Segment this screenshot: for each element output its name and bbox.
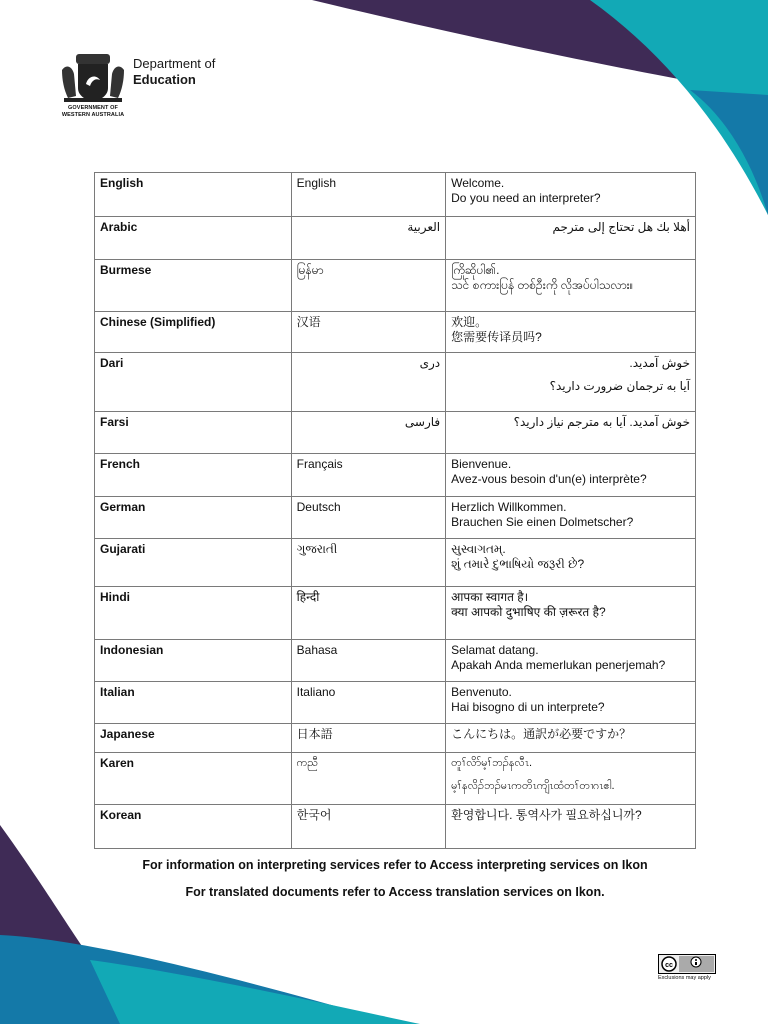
language-name: Karen bbox=[95, 753, 292, 805]
native-name: فارسی bbox=[291, 412, 446, 454]
native-name: Bahasa bbox=[291, 640, 446, 682]
native-name: Deutsch bbox=[291, 497, 446, 539]
table-row bbox=[95, 539, 696, 587]
table-row bbox=[95, 217, 696, 260]
language-name: French bbox=[95, 454, 292, 497]
phrase-cell bbox=[446, 312, 696, 353]
language-name: Indonesian bbox=[95, 640, 292, 682]
language-name: Italian bbox=[95, 682, 292, 724]
language-name: Farsi bbox=[95, 412, 292, 454]
table-row bbox=[95, 353, 696, 412]
table-row bbox=[95, 682, 696, 724]
phrase-cell bbox=[446, 173, 696, 217]
language-name: Japanese bbox=[95, 724, 292, 753]
gov-label-line1: GOVERNMENT OF bbox=[68, 105, 118, 111]
phrase-line1: တူၢ်လိာ်မ့ၢ်ဘၣ်နလီၤ. bbox=[451, 757, 533, 769]
phrase-cell bbox=[446, 539, 696, 587]
teal-swoosh-bottom bbox=[90, 960, 420, 1024]
language-table bbox=[94, 172, 696, 849]
language-name: Burmese bbox=[95, 260, 292, 312]
phrase-line1: Benvenuto. bbox=[451, 685, 512, 699]
translation-services-note: For translated documents refer to Access translation services on Ikon. bbox=[185, 885, 605, 899]
phrase-cell bbox=[446, 587, 696, 640]
table-row bbox=[95, 724, 696, 753]
table-row bbox=[95, 587, 696, 640]
table-row bbox=[95, 753, 696, 805]
phrase-line2: શું તમારે દુભાષિયો જરૂરી છે? bbox=[451, 557, 585, 571]
phrase-line1: خوش آمدید. آیا به مترجم نیاز دارید؟ bbox=[513, 415, 690, 429]
language-name: Korean bbox=[95, 805, 292, 849]
cc-by-icon bbox=[658, 954, 716, 974]
native-name: 汉语 bbox=[291, 312, 446, 353]
phrase-cell bbox=[446, 260, 696, 312]
native-name: 한국어 bbox=[291, 805, 446, 849]
phrase-line2: သင် စကားပြန် တစ်ဦးကို လိုအပ်ပါသလား။ bbox=[451, 278, 634, 292]
native-name: دری bbox=[291, 353, 446, 412]
phrase-line2: Apakah Anda memerlukan penerjemah? bbox=[451, 658, 666, 672]
table-row bbox=[95, 173, 696, 217]
svg-text:cc: cc bbox=[665, 962, 673, 969]
phrase-cell bbox=[446, 640, 696, 682]
phrase-line2: Do you need an interpreter? bbox=[451, 191, 601, 205]
native-name: မြန်မာ bbox=[291, 260, 446, 312]
phrase-line1: आपका स्वागत है। bbox=[451, 590, 529, 604]
interpreting-services-note: For information on interpreting services refer to Access interpreting services on Ikon bbox=[142, 858, 648, 872]
phrase-line2: Avez-vous besoin d'un(e) interprète? bbox=[451, 472, 647, 486]
phrase-line1: Herzlich Willkommen. bbox=[451, 500, 567, 514]
language-name: Gujarati bbox=[95, 539, 292, 587]
phrase-line2: Hai bisogno di un interprete? bbox=[451, 700, 605, 714]
language-name: German bbox=[95, 497, 292, 539]
phrase-cell bbox=[446, 497, 696, 539]
phrase-line2: أهلا بك هل تحتاج إلى مترجم bbox=[552, 220, 690, 234]
phrase-line1: خوش آمدید. bbox=[629, 356, 690, 370]
phrase-line2: Brauchen Sie einen Dolmetscher? bbox=[451, 515, 634, 529]
native-name: Français bbox=[291, 454, 446, 497]
native-name: English bbox=[291, 173, 446, 217]
phrase-cell bbox=[446, 217, 696, 260]
language-name: Dari bbox=[95, 353, 292, 412]
phrase-cell bbox=[446, 454, 696, 497]
native-name: ကညီ bbox=[291, 753, 446, 805]
table-row bbox=[95, 260, 696, 312]
phrase-line1: Selamat datang. bbox=[451, 643, 539, 657]
table-row bbox=[95, 454, 696, 497]
native-name: ગુજરાતી bbox=[291, 539, 446, 587]
table-row bbox=[95, 497, 696, 539]
table-row bbox=[95, 640, 696, 682]
gov-label-line2: WESTERN AUSTRALIA bbox=[61, 112, 125, 118]
native-name: Italiano bbox=[291, 682, 446, 724]
cc-exclusions-note: Exclusions may apply bbox=[658, 975, 711, 981]
language-name: English bbox=[95, 173, 292, 217]
native-name: العربية bbox=[291, 217, 446, 260]
language-name: Arabic bbox=[95, 217, 292, 260]
phrase-line1: ကြိုဆိုပါ၏. bbox=[451, 263, 500, 277]
phrase-cell bbox=[446, 682, 696, 724]
table-row bbox=[95, 805, 696, 849]
phrase-line1: Bienvenue. bbox=[451, 457, 512, 471]
phrase-cell bbox=[446, 724, 696, 753]
dept-title-line1: Department of bbox=[133, 56, 216, 71]
dept-title-line2: Education bbox=[133, 72, 196, 87]
language-name: Chinese (Simplified) bbox=[95, 312, 292, 353]
phrase-line2: क्या आपको दुभाषिए की ज़रूरत है? bbox=[451, 605, 606, 619]
phrase-line2: آیا به ترجمان ضرورت دارید؟ bbox=[549, 379, 690, 393]
phrase-line1: 환영합니다. 통역사가 필요하십니까? bbox=[451, 808, 642, 822]
department-logo bbox=[56, 50, 236, 122]
phrase-line2: မ့ၢ်နလိၣ်ဘၣ်မၤကတိၤကျိၤထံတၢ်တၢဂၤဧါ. bbox=[451, 780, 615, 792]
table-row bbox=[95, 412, 696, 454]
table-row bbox=[95, 312, 696, 353]
creative-commons-badge bbox=[658, 954, 716, 984]
phrase-cell bbox=[446, 412, 696, 454]
coat-of-arms-icon bbox=[56, 50, 130, 104]
phrase-line1: Welcome. bbox=[451, 176, 505, 190]
phrase-line1: 欢迎。 bbox=[451, 315, 488, 329]
phrase-line2: 您需要传译员吗? bbox=[451, 330, 542, 344]
language-name: Hindi bbox=[95, 587, 292, 640]
phrase-line1: こんにちは。通訳が必要ですか？ bbox=[451, 727, 632, 741]
phrase-line1: સુસ્વાગતમ્. bbox=[451, 542, 506, 556]
native-name: हिन्दी bbox=[291, 587, 446, 640]
phrase-cell bbox=[446, 353, 696, 412]
phrase-cell bbox=[446, 753, 696, 805]
phrase-cell bbox=[446, 805, 696, 849]
native-name: 日本語 bbox=[291, 724, 446, 753]
blue-swoosh-top bbox=[690, 90, 768, 215]
